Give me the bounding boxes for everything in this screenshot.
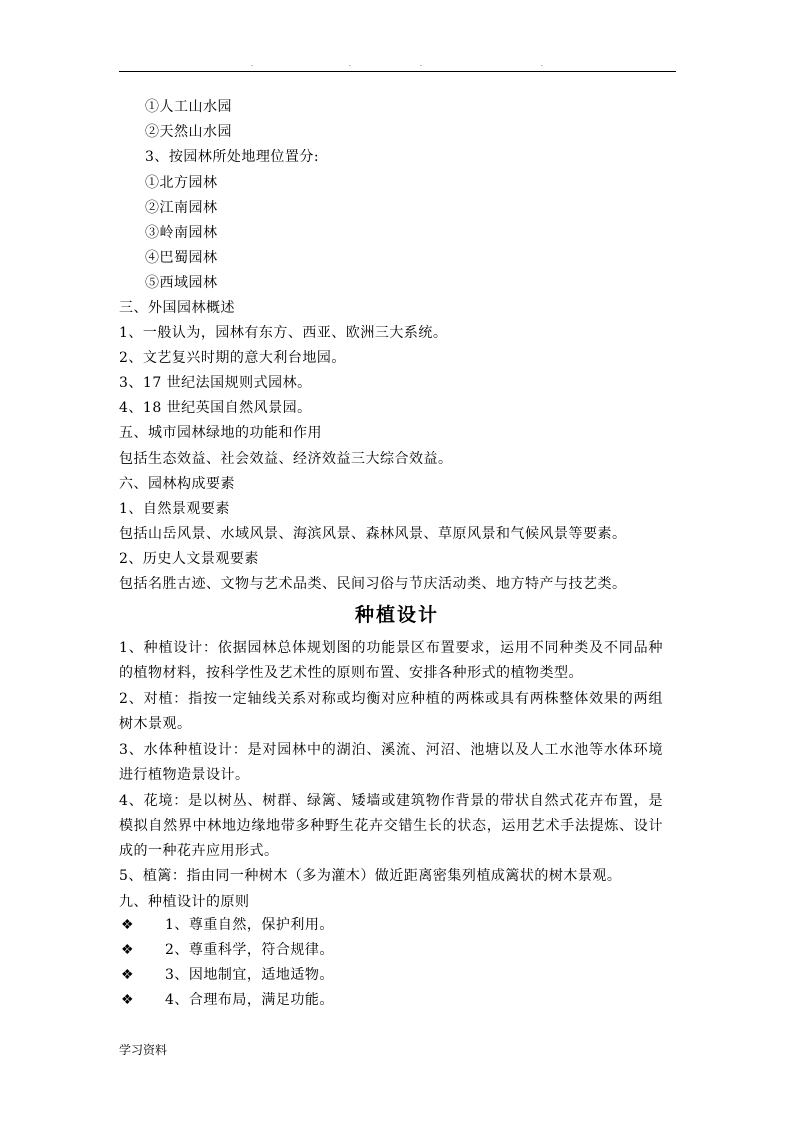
paragraph: 2、对植：指按一定轴线关系对称或均衡对应种植的两株或具有两株整体效果的两组树木景观。 [119,691,663,732]
text-line: 包括名胜古迹、文物与艺术品类、民间习俗与节庆活动类、地方特产与技艺类。 [119,576,627,592]
text-line: 4、18 世纪英国自然风景园。 [119,400,312,416]
diamond-bullet-icon: ❖ [121,967,134,983]
text-line: 3、17 世纪法国规则式园林。 [119,375,312,391]
header-rule [119,71,676,72]
section-heading: 九、种植设计的原则 [119,894,250,910]
text-line: 包括生态效益、社会效益、经济效益三大综合效益。 [119,451,453,467]
list-item: 4、合理布局，满足功能。 [165,992,334,1008]
header-dot: . [541,61,543,68]
list-item: 1、尊重自然，保护利用。 [165,917,334,933]
diamond-bullet-icon: ❖ [121,992,134,1008]
list-item: 3、按园林所处地理位置分: [145,149,320,165]
list-item: ②天然山水园 [145,124,232,140]
list-item: 3、因地制宜，适地适物。 [165,967,334,983]
list-item: 2、尊重科学，符合规律。 [165,942,334,958]
header-dot: . [251,61,253,68]
section-heading: 三、外国园林概述 [119,300,235,316]
list-item: ①北方园林 [145,175,218,191]
header-dot: . [349,61,351,68]
paragraph: 3、水体种植设计：是对园林中的湖泊、溪流、河沼、池塘以及人工水池等水体环境进行植物造景设计。 [119,742,663,783]
page-title: 种植设计 [354,604,439,626]
paragraph: 5、植篱：指由同一种树木（多为灌木）做近距离密集列植成篱状的树木景观。 [119,868,622,884]
text-line: 包括山岳风景、水域风景、海滨风景、森林风景、草原风景和气候风景等要素。 [119,526,627,542]
diamond-bullet-icon: ❖ [121,942,134,958]
text-line: 1、自然景观要素 [119,501,230,517]
text-line: 1、一般认为，园林有东方、西亚、欧洲三大系统。 [119,325,448,341]
list-item: ③岭南园林 [145,225,218,241]
header-dot: . [420,61,422,68]
paragraph: 1、种植设计：依据园林总体规划图的功能景区布置要求，运用不同种类及不同品种的植物材料，按科学性及艺术性的原则布置、安排各种形式的植物类型。 [119,640,663,681]
section-heading: 六、园林构成要素 [119,476,235,492]
diamond-bullet-icon: ❖ [121,917,134,933]
list-item: ④巴蜀园林 [145,250,218,266]
list-item: ①人工山水园 [145,99,232,115]
text-line: 2、历史人文景观要素 [119,551,259,567]
text-line: 2、文艺复兴时期的意大利台地园。 [119,350,346,366]
section-heading: 五、城市园林绿地的功能和作用 [119,425,322,441]
paragraph: 4、花境：是以树丛、树群、绿篱、矮墙或建筑物作背景的带状自然式花卉布置，是模拟自然界中林地边缘地带多种野生花卉交错生长的状态，运用艺术手法提炼、设计成的一种花卉应用形式。 [119,793,663,859]
page-footer: 学习资料 [119,1043,168,1057]
list-item: ⑤西域园林 [145,275,218,291]
list-item: ②江南园林 [145,200,218,216]
